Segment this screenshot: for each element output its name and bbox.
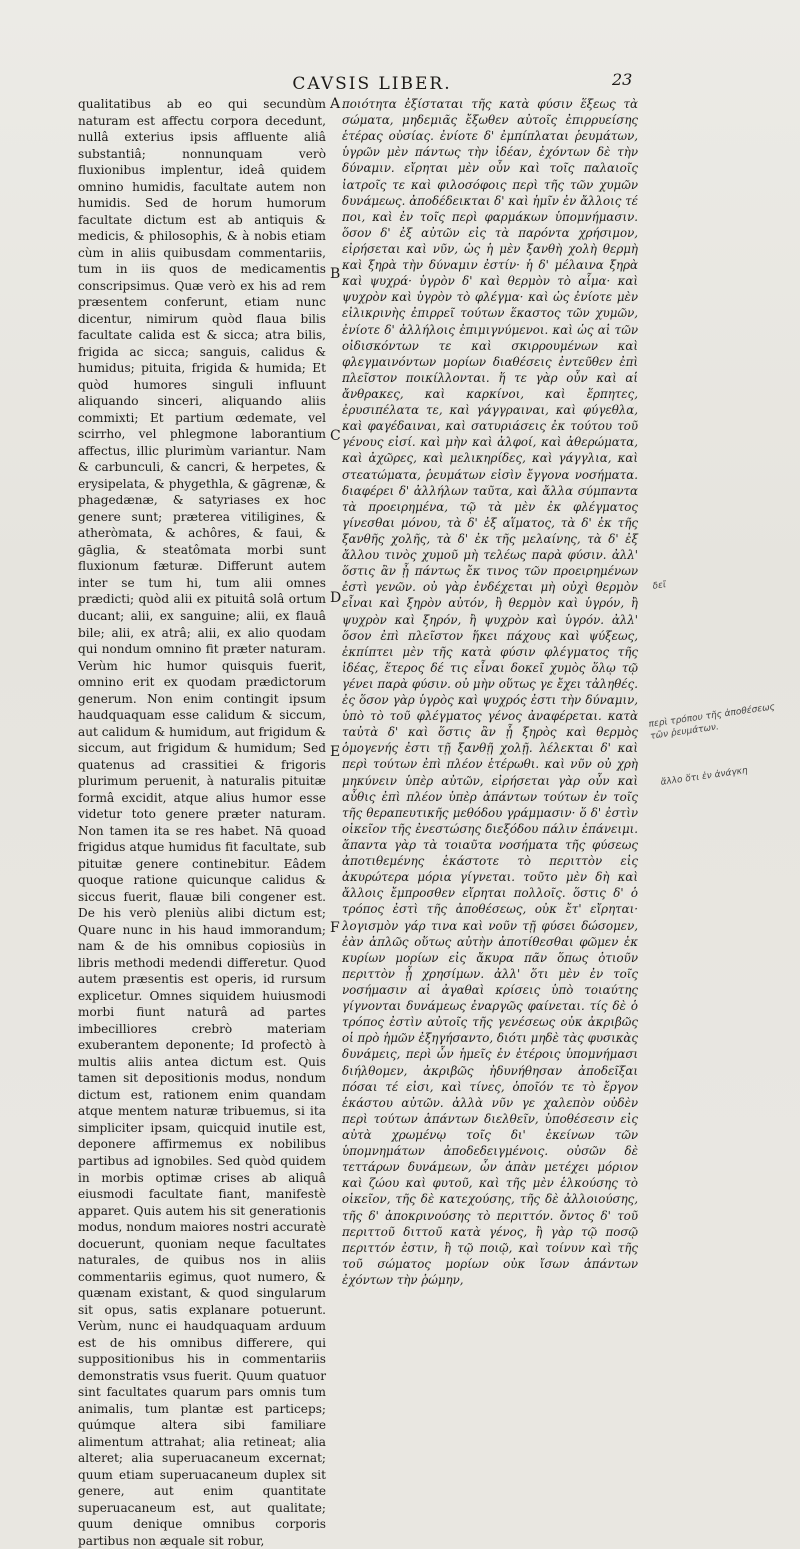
section-marker-d: D (330, 590, 342, 606)
page-number: 23 (612, 70, 633, 89)
margin-note: περὶ τρόπου τῆς ἀποθέσεως τῶν ῥευμάτων. (648, 702, 776, 742)
section-marker-a: A (330, 96, 341, 112)
margin-note: δεῖ (652, 580, 667, 592)
latin-text-column: qualitatibus ab eo qui secundùm naturam est affectu corpora decedunt, nullâ exterius ipsis affluente aliâ substantiâ; nonnunquam verò fluxionibus implentur, ideâ quidem omnino humidis, facultate autem non humidis. Sed de horum humorum facultate dictum est ab antiquis & medicis, & philosophis, & à nobis etiam cùm in aliis quibusdam commentariis, tum in iis quos de medicamentis conscripsimus. Quæ verò ex his ad rem præsentem conferunt, etiam nunc dicentur, nimirum quòd flaua bilis facultate calida est & sicca; atra bilis, frigida ac sicca; sanguis, calidus & humidus; pituita, frigida & humida; Et quòd humores singuli influunt aliquando sinceri, aliquando aliis commixti; Et partium œdemate, vel scirrho, vel phlegmone laborantium affectus, illic plurimùm variantur. Nam & carbunculi, & cancri, & herpetes, & erysipelata, & phygethla, & gāgrenæ, & phagedænæ, & satyriases ex hoc genere sunt; præterea vitiligines, & atheròmata, & achôres, & faui, & gāglia, & steatômata morbi sunt fluxionum fæturæ. Differunt autem inter se tum hi, tum alii omnes prædicti; quòd alii ex pituitâ solâ ortum ducant; alii, ex sanguine; alii, ex flauâ bile; alii, ex atrâ; alii, ex alio quodam qui nondum omnino fit præter naturam. Verùm hic humor quisquis fuerit, omnino erit ex quodam prædictorum generum. Non enim contingit ipsum haudquaquam esse calidum & siccum, aut calidum & humidum, aut frigidum & siccum, aut frigidum & humidum; Sed quatenus ad crassitiei & frigoris plurimum peruenit, à naturalis pituitæ formâ excidit, atque alius humor esse videtur toto genere præter naturam. Non tamen ita se res habet. Nā quoad frigidus atque humidus fit facultate, sub pituitæ genere continebitur. Eâdem quoque ratione quicunque calidus & siccus fuerit, flauæ bili congener est. De his verò pleniùs alibi dictum est; Quare nunc in his haud immorandum; nam & de his omnibus copiosiùs in libris methodi medendi differetur. Quod autem præsentis est operis, id rursum explicetur. Omnes siquidem huiusmodi morbi fiunt naturâ ad partes imbecilliores crebrò materiam exuberantem deponente; Id profectò à multis aliis antea dictum est. Quis tamen sit depositionis modus, nondum dictum est, rationem enim quandam atque mentem naturæ tribuemus, si ita simpliciter ipsam, quicquid inutile est, deponere affirmemus ex nobilibus partibus ad ignobiles. Sed quòd quidem in morbis optimæ crises ab aliquâ eiusmodi facultate fiant, manifestè apparet. Quis autem his sit generationis modus, nondum maiores nostri accuratè docuerunt, quoniam neque facultates naturales, de quibus nos in aliis commentariis egimus, quot numero, & quænam existant, & quod singularum sit opus, satis explanare potuerunt. Verùm, nunc ei haudquaquam arduum est de his omnibus differere, qui suppositionibus his in commentariis demonstratis vsus fuerit. Quum quatuor sint facultates quarum pars omnis tum animalis, tum plantæ est particeps; quúmque altera sibi familiare alimentum attrahat; alia retineat; alia alteret; alia superuacaneum excernat; quum etiam superuacaneum duplex sit genere, aut enim quantitate superuacaneum est, aut qualitate; quum denique omnibus corporis partibus non æquale sit robur, (78, 97, 326, 1548)
section-marker-f: F (330, 920, 340, 936)
section-marker-c: C (330, 428, 341, 444)
section-marker-e: E (330, 744, 341, 760)
greek-text-column: ποιότητα ἐξίσταται τῆς κατὰ φύσιν ἕξεως τὰ σώματα, μηδεμιᾶς ἔξωθεν αὐτοῖς ἐπιρρυείσης ἑτέρας οὐσίας. ἐνίοτε δ' ἐμπίπλαται ῥευμάτων, ὑγρῶν μὲν πάντως τὴν ἰδέαν, ἐχόντων δὲ τὴν δύναμιν. εἴρηται μὲν οὖν καὶ τοῖς παλαιοῖς ἰατροῖς τε καὶ φιλοσόφοις περὶ τῆς τῶν χυμῶν δυνάμεως. ἀποδέδεικται δ' καὶ ἡμῖν ἐν ἄλλοις τέ ποι, καὶ ἐν τοῖς περὶ φαρμάκων ὑπομνήμασιν. ὅσον δ' ἐξ αὐτῶν εἰς τὰ παρόντα χρήσιμον, εἰρήσεται καὶ νῦν, ὡς ἡ μὲν ξανθὴ χολὴ θερμὴ καὶ ξηρὰ τὴν δύναμιν ἐστίν· ἡ δ' μέλαινα ξηρὰ καὶ ψυχρά· ὑγρὸν δ' καὶ θερμὸν τὸ αἷμα· καὶ ψυχρὸν καὶ ὑγρὸν τὸ φλέγμα· καὶ ὡς ἐνίοτε μὲν εἰλικρινὴς ἐπιρρεῖ τούτων ἕκαστος τῶν χυμῶν, ἐνίοτε δ' ἀλλήλοις ἐπιμιγνύμενοι. καὶ ὡς αἱ τῶν οἰδισκόντων τε καὶ σκιρρουμένων καὶ φλεγμαινόντων μορίων διαθέσεις ἐντεῦθεν ἐπὶ πλεῖστον ποικίλλονται. ἥ τε γὰρ οὖν καὶ αἱ ἄνθρακες, καὶ καρκίνοι, καὶ ἕρπητες, ἐρυσιπέλατα τε, καὶ γάγγραιναι, καὶ φύγεθλα, καὶ φαγέδαιναι, καὶ σατυριάσεις ἐκ τούτου τοῦ γένους εἰσί. καὶ μὴν καὶ ἀλφοί, καὶ ἀθερώματα, καὶ ἀχῶρες, καὶ μελικηρίδες, καὶ γάγγλια, καὶ στεατώματα, ῥευμάτων εἰσὶν ἔγγονα νοσήματα. διαφέρει δ' ἀλλήλων ταῦτα, καὶ ἄλλα σύμπαντα τὰ προειρημένα, τῷ τὰ μὲν ἐκ φλέγματος γίνεσθαι μόνου, τὰ δ' ἐξ αἵματος, τὰ δ' ἐκ τῆς ξανθῆς χολῆς, τὰ δ' ἐκ τῆς μελαίνης, τὰ δ' ἐξ ἄλλου τινὸς χυμοῦ μὴ τελέως παρὰ φύσιν. ἀλλ' ὅστις ἂν ᾖ πάντως ἔκ τινος τῶν προειρημένων ἐστὶ γενῶν. οὐ γὰρ ἐνδέχεται μὴ οὐχὶ θερμὸν εἶναι καὶ ξηρὸν αὐτόν, ἢ θερμὸν καὶ ὑγρόν, ἢ ψυχρὸν καὶ ξηρόν, ἢ ψυχρὸν καὶ ὑγρόν. ἀλλ' ὅσον ἐπὶ πλεῖστον ἥκει πάχους καὶ ψύξεως, ἐκπίπτει μὲν τῆς κατὰ φύσιν φλέγματος τῆς ἰδέας, ἕτερος δέ τις εἶναι δοκεῖ χυμὸς ὅλῳ τῷ γένει παρὰ φύσιν. οὐ μὴν οὕτως γε ἔχει τἀληθές. ἐς ὅσον γὰρ ὑγρὸς καὶ ψυχρός ἐστι τὴν δύναμιν, ὑπὸ τὸ τοῦ φλέγματος γένος ἀναφέρεται. κατὰ ταὐτὰ δ' καὶ ὅστις ἂν ᾖ ξηρὸς καὶ θερμὸς ὁμογενής ἐστι τῇ ξανθῇ χολῇ. λέλεκται δ' καὶ περὶ τούτων ἐπὶ πλέον ἑτέρωθι. καὶ νῦν οὐ χρὴ μηκύνειν ὑπὲρ αὐτῶν, εἰρήσεται γὰρ οὖν καὶ αὖθις ἐπὶ πλέον ὑπὲρ ἁπάντων τούτων ἐν τοῖς τῆς θεραπευτικῆς μεθόδου γράμμασιν· ὅ δ' ἐστὶν οἰκεῖον τῆς ἐνεστώσης διεξόδου πάλιν ἐπάνειμι. ἅπαντα γὰρ τὰ τοιαῦτα νοσήματα τῆς φύσεως ἀποτιθεμένης ἑκάστοτε τὸ περιττὸν εἰς ἀκυρώτερα μόρια γίγνεται. τοῦτο μὲν δὴ καὶ ἄλλοις ἔμπροσθεν εἴρηται πολλοῖς. ὅστις δ' ὁ τρόπος ἐστὶ τῆς ἀποθέσεως, οὐκ ἔτ' εἴρηται· λογισμὸν γάρ τινα καὶ νοῦν τῇ φύσει δώσομεν, ἐὰν ἁπλῶς οὕτως αὐτὴν ἀποτίθεσθαι φῶμεν ἐκ κυρίων μορίων εἰς ἄκυρα πᾶν ὅπως ὁτιοῦν περιττὸν ᾖ χρησίμων. ἀλλ' ὅτι μὲν ἐν τοῖς νοσήμασιν αἱ ἀγαθαὶ κρίσεις ὑπὸ τοιαύτης γίγνονται δυνάμεως ἐναργῶς φαίνεται. τίς δὲ ὁ τρόπος ἐστὶν αὐτοῖς τῆς γενέσεως οὐκ ἀκριβῶς οἱ πρὸ ἡμῶν ἐξηγήσαντο, διότι μηδὲ τὰς φυσικὰς δυνάμεις, περὶ ὧν ἡμεῖς ἐν ἑτέροις ὑπομνήμασι διήλθομεν, ἀκριβῶς ἠδυνήθησαν ἀποδεῖξαι πόσαι τέ εἰσι, καὶ τίνες, ὁποῖόν τε τὸ ἔργον ἑκάστου αὐτῶν. ἀλλὰ νῦν γε χαλεπὸν οὐδὲν περὶ τούτων ἁπάντων διελθεῖν, ὑποθέσεσιν εἰς αὐτὰ χρωμένῳ τοῖς δι' ἐκείνων τῶν ὑπομνημάτων ἀποδεδειγμένοις. οὐσῶν δὲ τεττάρων δυνάμεων, ὧν ἁπὰν μετέχει μόριον καὶ ζώου καὶ φυτοῦ, καὶ τῆς μὲν ἑλκούσης τὸ οἰκεῖον, τῆς δὲ κατεχούσης, τῆς δὲ ἀλλοιούσης, τῆς δ' ἀποκρινούσης τὸ περιττόν. ὄντος δ' τοῦ περιττοῦ διττοῦ κατὰ γένος, ἢ γὰρ τῷ ποσῷ περιττόν ἐστιν, ἢ τῷ ποιῷ, καὶ τοίνυν καὶ τῆς τοῦ σώματος μορίων οὐκ ἴσων ἁπάντων ἐχόντων τὴν ῥώμην, (342, 97, 638, 1287)
running-title: CAVSIS LIBER. (292, 74, 452, 94)
margin-note: ἄλλο ὅτι ἐν ἀνάγκη (660, 765, 749, 788)
section-marker-b: B (330, 266, 341, 282)
